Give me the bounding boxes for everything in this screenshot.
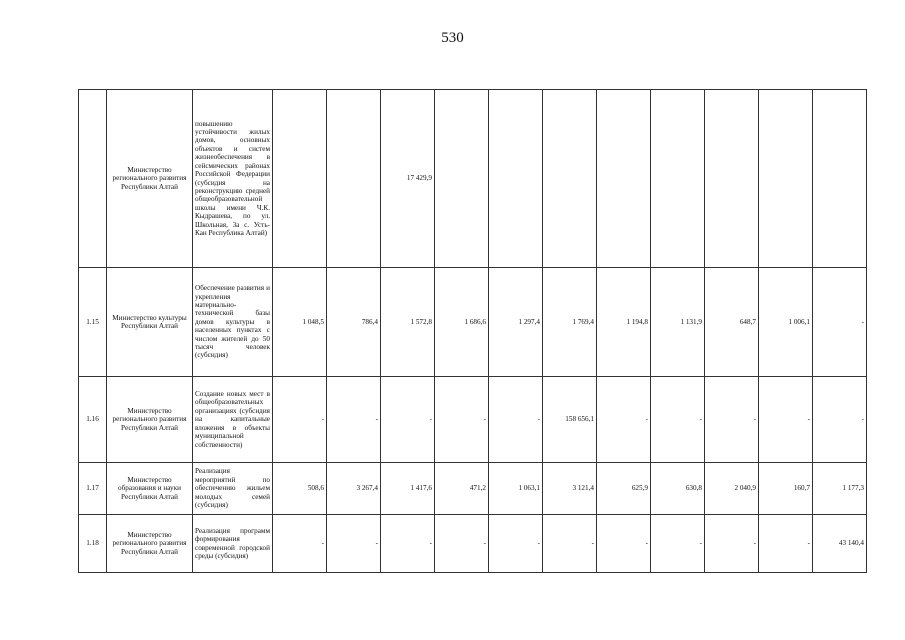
amount-cell: - <box>759 515 813 573</box>
amount-cell: 1 194,8 <box>597 268 651 377</box>
responsible-organization: Министерство регионального развития Республики Алтай <box>107 515 193 573</box>
amount-cell: 1 063,1 <box>489 463 543 515</box>
amount-cell <box>705 90 759 268</box>
amount-cell: 1 686,6 <box>435 268 489 377</box>
amount-cell <box>759 90 813 268</box>
amount-cell: - <box>543 515 597 573</box>
amount-cell: - <box>489 377 543 463</box>
page-number: 530 <box>441 30 464 46</box>
amount-cell <box>273 90 327 268</box>
amount-cell: - <box>381 377 435 463</box>
amount-cell: 2 040,9 <box>705 463 759 515</box>
amount-cell: - <box>813 377 867 463</box>
amount-cell: - <box>651 377 705 463</box>
amount-cell: - <box>435 515 489 573</box>
row-number: 1.17 <box>79 463 107 515</box>
amount-cell <box>435 90 489 268</box>
amount-cell: - <box>597 515 651 573</box>
amount-cell: 1 006,1 <box>759 268 813 377</box>
amount-cell: 1 417,6 <box>381 463 435 515</box>
responsible-organization: Министерство регионального развития Республики Алтай <box>107 377 193 463</box>
amount-cell: 3 267,4 <box>327 463 381 515</box>
amount-cell: - <box>273 377 327 463</box>
table-row <box>79 463 867 515</box>
amount-cell: 43 140,4 <box>813 515 867 573</box>
table-row <box>79 268 867 377</box>
amount-cell <box>543 90 597 268</box>
amount-cell: 1 297,4 <box>489 268 543 377</box>
measure-description: Создание новых мест в общеобразовательных организациях (субсидия на капитальные вложения в объекты муниципальной собственности) <box>193 377 273 463</box>
amount-cell: - <box>759 377 813 463</box>
amount-cell: - <box>651 515 705 573</box>
table-row <box>79 377 867 463</box>
amount-cell: 786,4 <box>327 268 381 377</box>
amount-cell: 648,7 <box>705 268 759 377</box>
amount-cell: - <box>327 515 381 573</box>
amount-cell: - <box>273 515 327 573</box>
amount-cell <box>597 90 651 268</box>
amount-cell: - <box>705 377 759 463</box>
amount-cell: - <box>489 515 543 573</box>
amount-cell: 1 769,4 <box>543 268 597 377</box>
amount-cell: 1 048,5 <box>273 268 327 377</box>
responsible-organization: Министерство регионального развития Республики Алтай <box>107 90 193 268</box>
amount-cell <box>489 90 543 268</box>
amount-cell: 1 177,3 <box>813 463 867 515</box>
amount-cell: - <box>705 515 759 573</box>
row-number: 1.15 <box>79 268 107 377</box>
amount-cell: - <box>597 377 651 463</box>
responsible-organization: Министерство культуры Республики Алтай <box>107 268 193 377</box>
amount-cell <box>651 90 705 268</box>
amount-cell: 17 429,9 <box>381 90 435 268</box>
amount-cell: - <box>813 268 867 377</box>
budget-table <box>78 89 867 573</box>
measure-description: Реализация программ формирования современной городской среды (субсидия) <box>193 515 273 573</box>
row-number <box>79 90 107 268</box>
amount-cell: 1 131,9 <box>651 268 705 377</box>
amount-cell: - <box>381 515 435 573</box>
row-number: 1.18 <box>79 515 107 573</box>
row-number: 1.16 <box>79 377 107 463</box>
amount-cell: 1 572,8 <box>381 268 435 377</box>
responsible-organization: Министерство образования и науки Республики Алтай <box>107 463 193 515</box>
amount-cell: 630,8 <box>651 463 705 515</box>
amount-cell: 3 121,4 <box>543 463 597 515</box>
amount-cell: 625,9 <box>597 463 651 515</box>
amount-cell <box>327 90 381 268</box>
amount-cell: 158 656,1 <box>543 377 597 463</box>
amount-cell: - <box>327 377 381 463</box>
measure-description: Обеспечение развития и укрепления материально-технической базы домов культуры в населенных пунктах с числом жителей до 50 тысяч человек (субсидия) <box>193 268 273 377</box>
table-row <box>79 90 867 268</box>
amount-cell: 471,2 <box>435 463 489 515</box>
table-row <box>79 515 867 573</box>
amount-cell: - <box>435 377 489 463</box>
amount-cell: 160,7 <box>759 463 813 515</box>
measure-description: повышению устойчивости жилых домов, основных объектов и систем жизнеобеспечения в сейсмических районах Российской Федерации (субсидия на реконструкцию средней общеобразовательной школы имени Ч.К. Кыдрашева, по ул. Школьная, 3а с. Усть-Кан Республика Алтай) <box>193 90 273 268</box>
measure-description: Реализация мероприятий по обеспечению жильем молодых семей (субсидия) <box>193 463 273 515</box>
amount-cell <box>813 90 867 268</box>
amount-cell: 508,6 <box>273 463 327 515</box>
